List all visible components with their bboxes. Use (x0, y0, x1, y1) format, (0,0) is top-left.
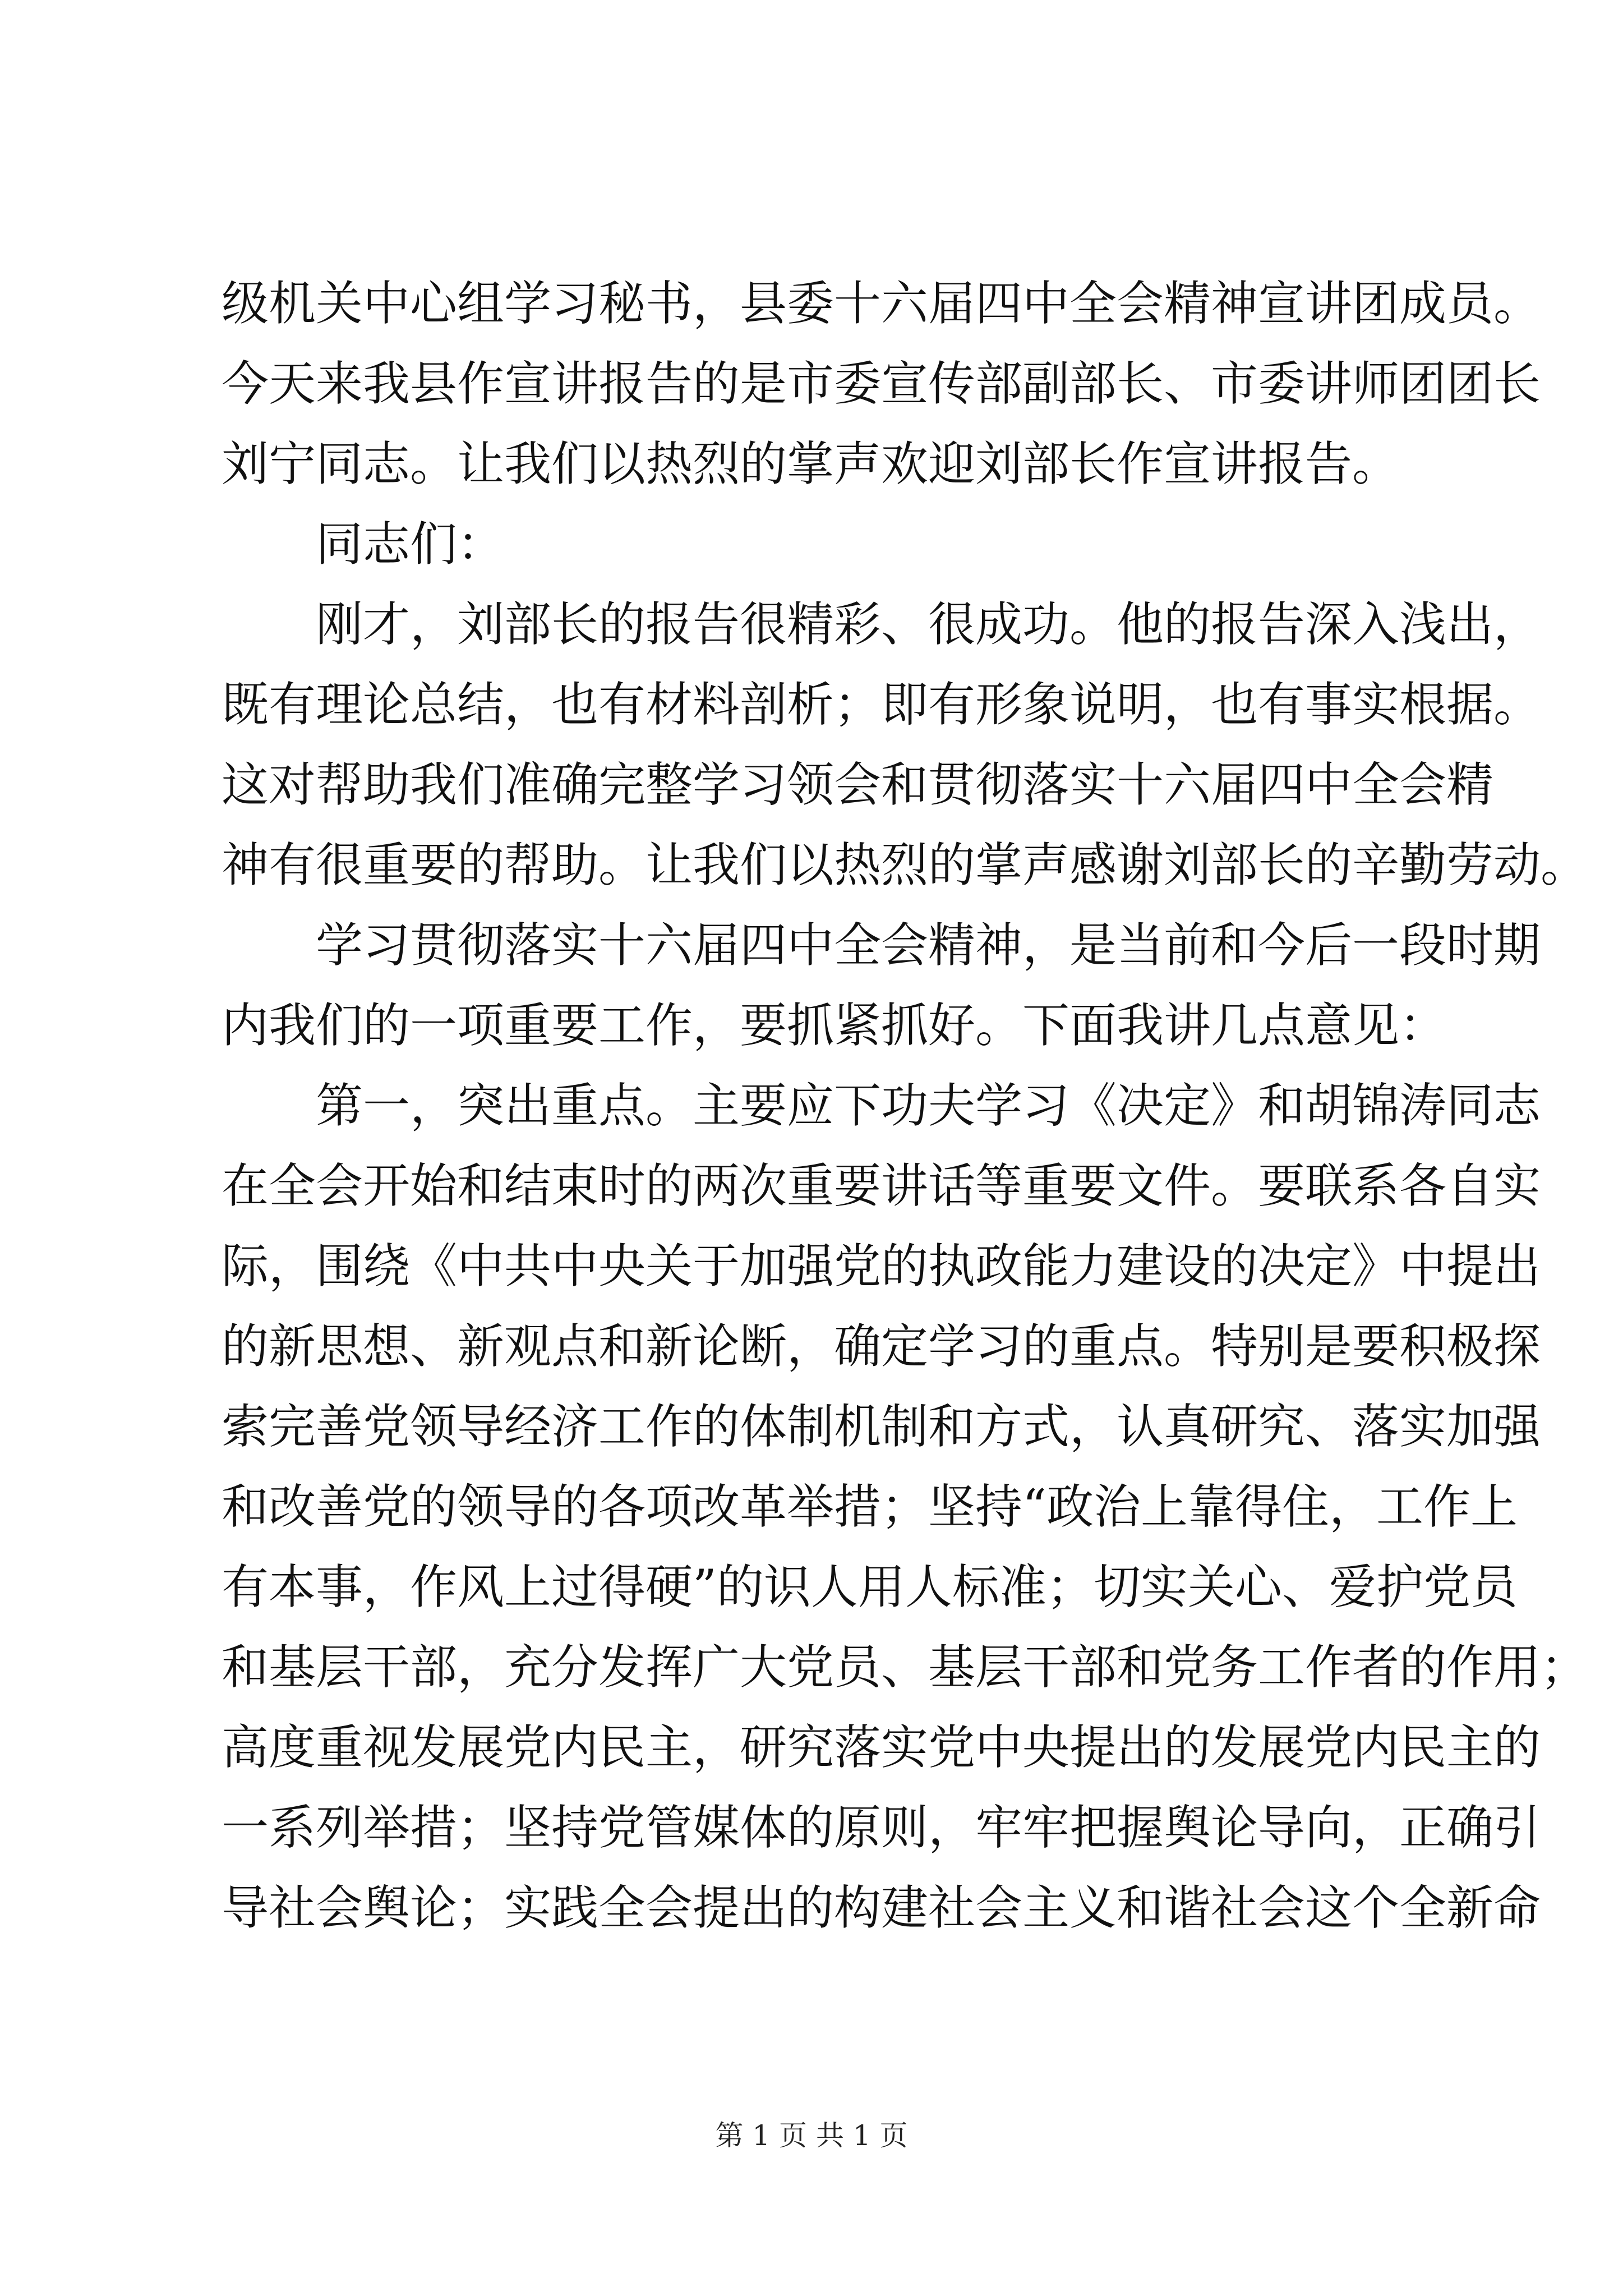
document-body (222, 264, 1588, 1948)
text-line: 既有理论总结，也有材料剖析；即有形象说明，也有事实根据。 (222, 677, 1541, 732)
text-line: 和基层干部，充分发挥广大党员、基层干部和党务工作者的作用； (222, 1640, 1588, 1695)
text-line: 第一，突出重点。主要应下功夫学习《决定》和胡锦涛同志 (316, 1078, 1541, 1133)
text-line: 今天来我县作宣讲报告的是市委宣传部副部长、市委讲师团团长 (222, 356, 1541, 411)
paragraph (222, 905, 1541, 1066)
text-line: 和改善党的领导的各项改革举措；坚持“政治上靠得住，工作上 (222, 1479, 1518, 1534)
text-line: 高度重视发展党内民主，研究落实党中央提出的发展党内民主的 (222, 1720, 1541, 1775)
text-line: 刘宁同志。让我们以热烈的掌声欢迎刘部长作宣讲报告。 (222, 436, 1400, 491)
text-line: 际，围绕《中共中央关于加强党的执政能力建设的决定》中提出 (222, 1239, 1541, 1294)
text-line: 索完善党领导经济工作的体制机制和方式，认真研究、落实加强 (222, 1399, 1541, 1454)
text-line: 在全会开始和结束时的两次重要讲话等重要文件。要联系各自实 (222, 1158, 1541, 1213)
text-line: 学习贯彻落实十六届四中全会精神，是当前和今后一段时期 (316, 918, 1541, 973)
paragraph (222, 1066, 1588, 1948)
page-footer: 第 1 页 共 1 页 (715, 2119, 908, 2152)
text-line: 的新思想、新观点和新论断，确定学习的重点。特别是要积极探 (222, 1319, 1541, 1374)
text-line: 导社会舆论；实践全会提出的构建社会主义和谐社会这个全新命 (222, 1880, 1541, 1935)
text-line: 神有很重要的帮助。让我们以热烈的掌声感谢刘部长的辛勤劳动。 (222, 838, 1588, 892)
paragraph (222, 264, 1541, 504)
text-line: 级机关中心组学习秘书，县委十六届四中全会精神宣讲团成员。 (222, 276, 1541, 331)
paragraph (222, 504, 1433, 585)
text-line: 内我们的一项重要工作，要抓紧抓好。下面我讲几点意见： (222, 998, 1447, 1053)
paragraph (222, 585, 1588, 905)
text-line: 同志们： (316, 517, 505, 572)
text-line: 一系列举措；坚持党管媒体的原则，牢牢把握舆论导向，正确引 (222, 1800, 1541, 1855)
text-line: 这对帮助我们准确完整学习领会和贯彻落实十六届四中全会精 (222, 757, 1494, 812)
text-line: 刚才，刘部长的报告很精彩、很成功。他的报告深入浅出， (316, 597, 1541, 652)
text-line: 有本事，作风上过得硬”的识人用人标准；切实关心、爱护党员 (222, 1559, 1518, 1614)
